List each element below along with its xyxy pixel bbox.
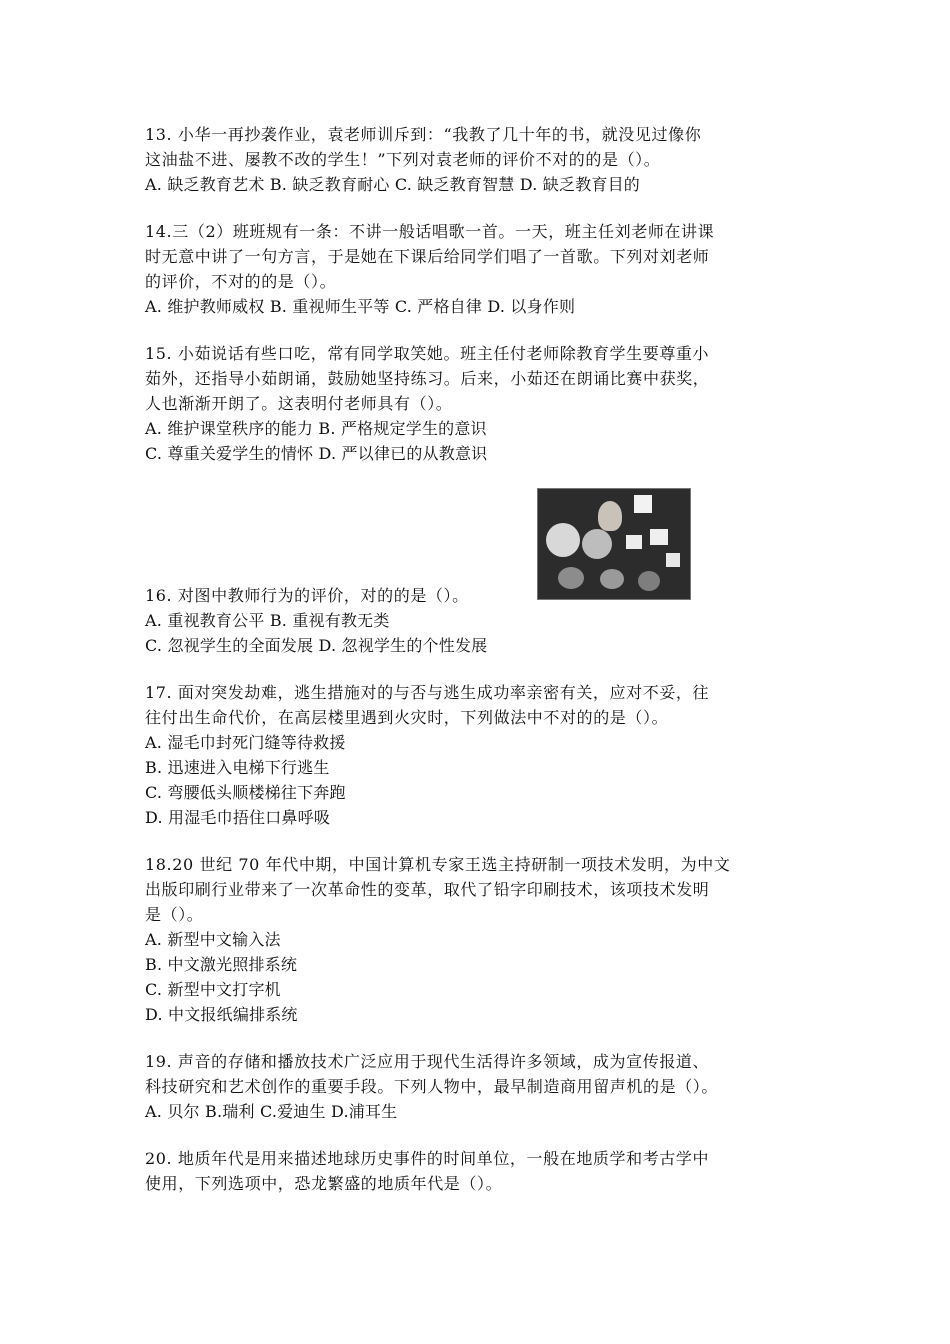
classroom-photo	[537, 488, 691, 600]
photo-student-figure	[638, 571, 660, 591]
question-20	[145, 1146, 815, 1196]
photo-teacher-figure	[598, 501, 622, 531]
photo-round-object	[546, 523, 580, 557]
options-line: C. 忽视学生的全面发展 D. 忽视学生的个性发展	[145, 636, 488, 655]
stem-line: 使用，下列选项中，恐龙繁盛的地质年代是（）。	[145, 1174, 503, 1193]
stem-line: 茹外，还指导小茹朗诵，鼓励她坚持练习。后来，小茹还在朗诵比赛中获奖，	[145, 369, 710, 388]
question-stem	[145, 852, 815, 927]
stem-line: 19. 声音的存储和播放技术广泛应用于现代生活得许多领域，成为宣传报道、	[145, 1052, 710, 1071]
photo-white-card	[650, 529, 668, 545]
stem-line: 18.20 世纪 70 年代中期，中国计算机专家王选主持研制一项技术发明，为中文	[145, 855, 731, 874]
question-stem	[145, 122, 815, 172]
photo-white-card	[666, 553, 680, 567]
stem-line: 16. 对图中教师行为的评价，对的的是（）。	[145, 586, 469, 605]
question-13	[145, 122, 815, 197]
question-stem	[145, 219, 815, 294]
question-15	[145, 341, 815, 466]
option-d: D. 用湿毛巾捂住口鼻呼吸	[145, 808, 331, 827]
question-stem	[145, 1049, 815, 1099]
question-stem	[145, 680, 815, 730]
stem-line: 往付出生命代价，在高层楼里遇到火灾时，下列做法中不对的的是（）。	[145, 708, 669, 727]
photo-white-card	[634, 495, 652, 513]
question-18	[145, 852, 815, 1027]
photo-white-card	[626, 535, 642, 549]
stem-line: 科技研究和艺术创作的重要手段。下列人物中，最早制造商用留声机的是（）。	[145, 1077, 719, 1096]
options-line: A. 维护课堂秩序的能力 B. 严格规定学生的意识	[145, 419, 487, 438]
question-stem	[145, 1146, 815, 1196]
stem-line: 13. 小华一再抄袭作业，袁老师训斥到：“我教了几十年的书，就没见过像你	[145, 125, 702, 144]
option-c: C. 新型中文打字机	[145, 980, 281, 999]
question-17	[145, 680, 815, 830]
stem-line: 出版印刷行业带来了一次革命性的变革，取代了铅字印刷技术，该项技术发明	[145, 880, 710, 899]
options-line: A. 维护教师威权 B. 重视师生平等 C. 严格自律 D. 以身作则	[145, 297, 576, 316]
photo-student-figure	[600, 569, 624, 589]
question-16	[145, 488, 815, 658]
option-c: C. 弯腰低头顺楼梯往下奔跑	[145, 783, 346, 802]
stem-line: 17. 面对突发劫难，逃生措施对的与否与逃生成功率亲密有关，应对不妥，往	[145, 683, 710, 702]
option-b: B. 中文激光照排系统	[145, 955, 298, 974]
options-line: A. 贝尔 B.瑞利 C.爱迪生 D.浦耳生	[145, 1102, 398, 1121]
question-19	[145, 1049, 815, 1124]
option-a: A. 湿毛巾封死门缝等待救援	[145, 733, 346, 752]
stem-line: 人也渐渐开朗了。这表明付老师具有（）。	[145, 394, 453, 413]
stem-line: 20. 地质年代是用来描述地球历史事件的时间单位，一般在地质学和考古学中	[145, 1149, 710, 1168]
options-line: A. 重视教育公平 B. 重视有教无类	[145, 611, 390, 630]
photo-student-figure	[558, 567, 584, 589]
options-line: A. 缺乏教育艺术 B. 缺乏教育耐心 C. 缺乏教育智慧 D. 缺乏教育目的	[145, 175, 640, 194]
option-d: D. 中文报纸编排系统	[145, 1005, 298, 1024]
stem-line: 是（）。	[145, 905, 204, 924]
options-line: C. 尊重关爱学生的情怀 D. 严以律已的从教意识	[145, 444, 488, 463]
stem-line: 15. 小茹说话有些口吃，常有同学取笑她。班主任付老师除教育学生要尊重小	[145, 344, 710, 363]
question-14	[145, 219, 815, 319]
question-stem	[145, 488, 815, 608]
photo-round-object	[582, 529, 612, 559]
option-a: A. 新型中文输入法	[145, 930, 281, 949]
exam-page	[145, 122, 815, 1218]
question-stem	[145, 341, 815, 416]
stem-line: 这油盐不进、屡教不改的学生！”下列对袁老师的评价不对的的是（）。	[145, 150, 661, 169]
stem-line: 时无意中讲了一句方言，于是她在下课后给同学们唱了一首歌。下列对刘老师	[145, 247, 710, 266]
option-b: B. 迅速进入电梯下行逃生	[145, 758, 330, 777]
stem-line: 14.三（2）班班规有一条：不讲一般话唱歌一首。一天，班主任刘老师在讲课	[145, 222, 715, 241]
stem-line: 的评价，不对的的是（）。	[145, 272, 337, 291]
